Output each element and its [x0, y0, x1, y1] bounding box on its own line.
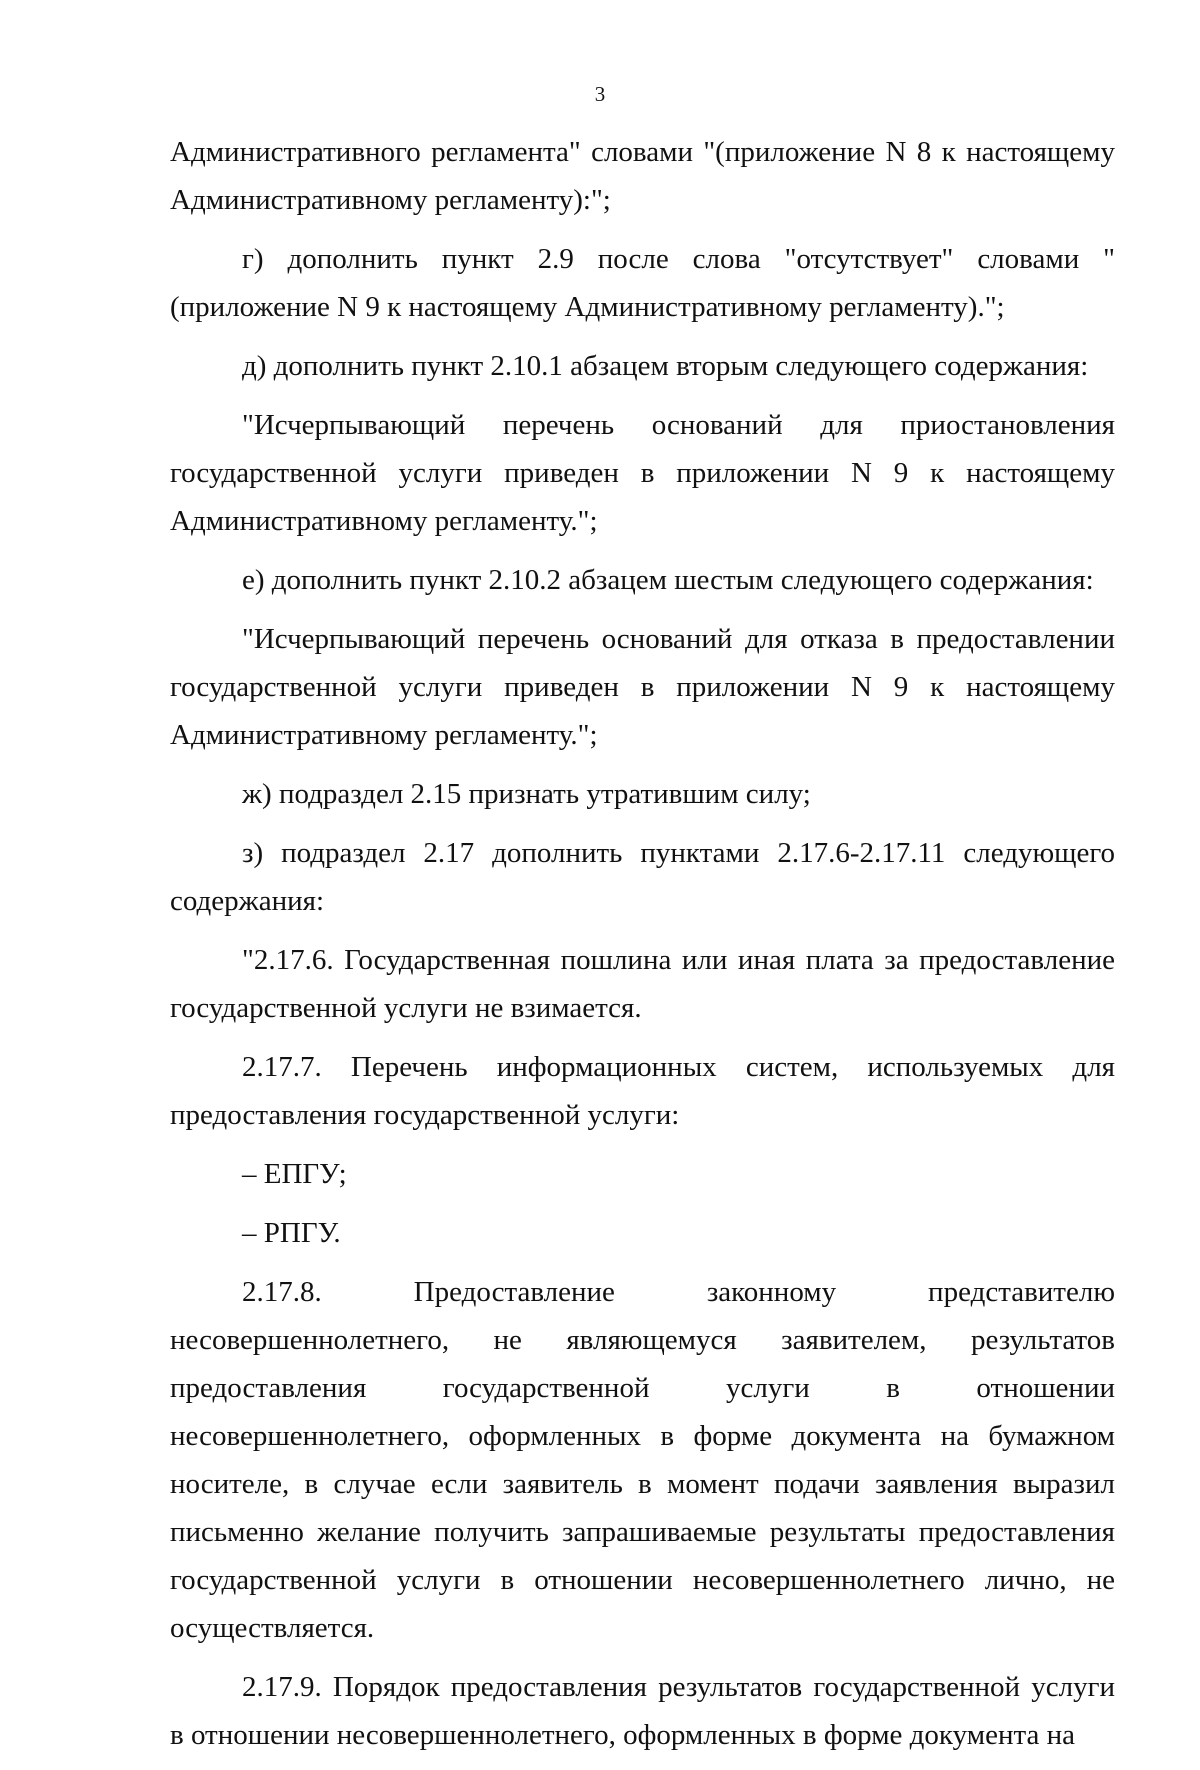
paragraph-2-17-8: 2.17.8. Предоставление законному представителю несовершеннолетнего, не являющемуся заявителем, результатов предоставления государственной услуги в отношении несовершеннолетнего, оформленных в форме документа на бумажном носителе, в случае если заявитель в момент подачи заявления выразил письменно желание получить запрашиваемые результаты предоставления государственной услуги в отношении несовершеннолетнего лично, не осуществляется. [170, 1276, 1115, 1644]
paragraph-quote-suspension: "Исчерпывающий перечень оснований для приостановления государственной услуги приведен в приложении N 9 к настоящему Административному регламенту."; [170, 409, 1115, 537]
paragraph-2-17-9: 2.17.9. Порядок предоставления результатов государственной услуги в отношении несовершеннолетнего, оформленных в форме документа на [170, 1671, 1115, 1751]
paragraph-item-e: е) дополнить пункт 2.10.2 абзацем шестым следующего содержания: [242, 564, 1094, 596]
document-body [170, 128, 1115, 1770]
paragraph-item-z: з) подраздел 2.17 дополнить пунктами 2.17.6-2.17.11 следующего содержания: [170, 837, 1115, 917]
paragraph-2-17-7: 2.17.7. Перечень информационных систем, используемых для предоставления государственной услуги: [170, 1051, 1115, 1131]
paragraph-item-d: д) дополнить пункт 2.10.1 абзацем вторым следующего содержания: [242, 350, 1089, 382]
paragraph-item-g: г) дополнить пункт 2.9 после слова "отсутствует" словами "(приложение N 9 к настоящему Административному регламенту)."; [170, 243, 1115, 323]
list-item-rpgu: – РПГУ. [242, 1217, 341, 1249]
page-number: 3 [594, 82, 606, 106]
list-item-epgu: – ЕПГУ; [242, 1158, 347, 1190]
paragraph-item-zh: ж) подраздел 2.15 признать утратившим силу; [242, 778, 811, 810]
paragraph-continuation: Административного регламента" словами "(приложение N 8 к настоящему Административному регламенту):"; [170, 136, 1115, 216]
paragraph-2-17-6: "2.17.6. Государственная пошлина или иная плата за предоставление государственной услуги не взимается. [170, 944, 1115, 1024]
paragraph-quote-refusal: "Исчерпывающий перечень оснований для отказа в предоставлении государственной услуги приведен в приложении N 9 к настоящему Административному регламенту."; [170, 623, 1115, 751]
